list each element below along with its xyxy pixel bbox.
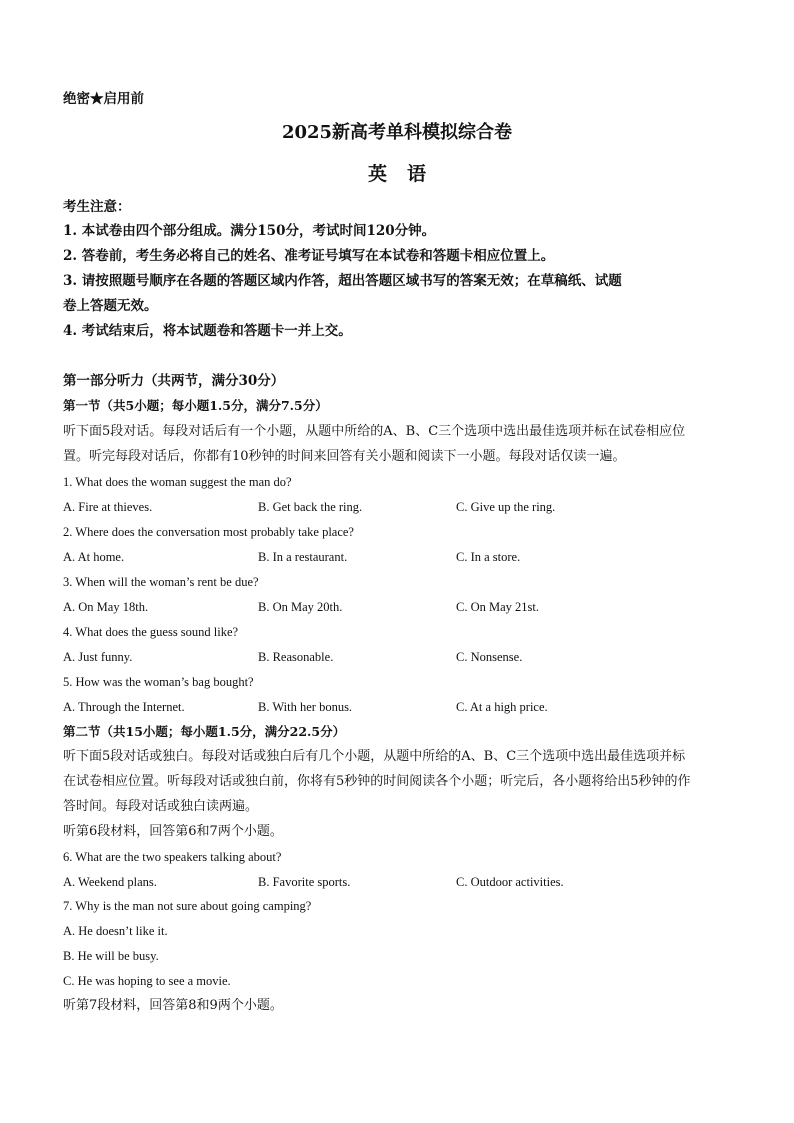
q5-option-c: C. At a high price. bbox=[456, 700, 548, 714]
exam-title: 2025新高考单科模拟综合卷 bbox=[281, 122, 513, 143]
part1-title: 第一部分听力（共两节，满分30分） bbox=[63, 373, 285, 389]
q5-option-b: B. With her bonus. bbox=[258, 700, 353, 714]
q6-option-b: B. Favorite sports. bbox=[258, 875, 351, 889]
section2-instructions: 答时间。每段对话或独白读两遍。 bbox=[63, 799, 259, 814]
material-7-heading: 听第7段材料，回答第8和9两个小题。 bbox=[63, 998, 283, 1013]
notice-item: 卷上答题无效。 bbox=[63, 298, 158, 314]
q7-option-c: C. He was hoping to see a movie. bbox=[63, 974, 231, 988]
notice-item: 4. 考试结束后，将本试题卷和答题卡一并上交。 bbox=[63, 323, 352, 339]
question-4: 4. What does the guess sound like? bbox=[63, 625, 239, 639]
section2-title: 第二节（共15小题；每小题1.5分，满分22.5分） bbox=[63, 724, 346, 739]
q7-option-a: A. He doesn’t like it. bbox=[63, 924, 168, 938]
section1-instructions: 置。听完每段对话后，你都有10秒钟的时间来回答有关小题和阅读下一小题。每段对话仅读一遍。 bbox=[63, 449, 626, 464]
question-3: 3. When will the woman’s rent be due? bbox=[63, 575, 259, 589]
question-5: 5. How was the woman’s bag bought? bbox=[63, 675, 254, 689]
q3-option-a: A. On May 18th. bbox=[63, 600, 149, 614]
q6-option-a: A. Weekend plans. bbox=[63, 875, 157, 889]
q3-option-c: C. On May 21st. bbox=[456, 600, 539, 614]
q1-option-a: A. Fire at thieves. bbox=[63, 500, 153, 514]
q2-option-b: B. In a restaurant. bbox=[258, 550, 348, 564]
notice-item: 2. 答卷前，考生务必将自己的姓名、准考证号填写在本试卷和答题卡相应位置上。 bbox=[63, 248, 555, 264]
q5-option-a: A. Through the Internet. bbox=[63, 700, 185, 714]
material-6-heading: 听第6段材料，回答第6和7两个小题。 bbox=[63, 824, 283, 839]
question-1: 1. What does the woman suggest the man do? bbox=[63, 475, 292, 489]
q2-option-c: C. In a store. bbox=[456, 550, 521, 564]
confidential-mark: 绝密★启用前 bbox=[63, 91, 144, 107]
section2-instructions: 在试卷相应位置。听每段对话或独白前，你将有5秒钟的时间阅读各个小题；听完后，各小题将给出5秒钟的作 bbox=[63, 774, 691, 789]
section1-instructions: 听下面5段对话。每段对话后有一个小题，从题中所给的A、B、C三个选项中选出最佳选项并标在试卷相应位 bbox=[63, 424, 686, 439]
q7-option-b: B. He will be busy. bbox=[63, 949, 159, 963]
q2-option-a: A. At home. bbox=[63, 550, 125, 564]
subject-title: 英语 bbox=[367, 163, 446, 185]
question-7: 7. Why is the man not sure about going camping? bbox=[63, 899, 312, 913]
q1-option-c: C. Give up the ring. bbox=[456, 500, 556, 514]
section2-instructions: 听下面5段对话或独白。每段对话或独白后有几个小题，从题中所给的A、B、C三个选项中选出最佳选项并标 bbox=[63, 749, 686, 764]
section1-title: 第一节（共5小题；每小题1.5分，满分7.5分） bbox=[63, 398, 328, 413]
q4-option-b: B. Reasonable. bbox=[258, 650, 334, 664]
notice-item: 1. 本试卷由四个部分组成。满分150分，考试时间120分钟。 bbox=[63, 223, 436, 239]
q4-option-c: C. Nonsense. bbox=[456, 650, 523, 664]
question-6: 6. What are the two speakers talking about? bbox=[63, 850, 282, 864]
question-2: 2. Where does the conversation most probably take place? bbox=[63, 525, 354, 539]
q3-option-b: B. On May 20th. bbox=[258, 600, 343, 614]
notice-item: 3. 请按照题号顺序在各题的答题区域内作答，超出答题区域书写的答案无效；在草稿纸、试题 bbox=[63, 273, 622, 289]
q1-option-b: B. Get back the ring. bbox=[258, 500, 363, 514]
q4-option-a: A. Just funny. bbox=[63, 650, 133, 664]
notice-title: 考生注意： bbox=[63, 199, 131, 215]
q6-option-c: C. Outdoor activities. bbox=[456, 875, 564, 889]
